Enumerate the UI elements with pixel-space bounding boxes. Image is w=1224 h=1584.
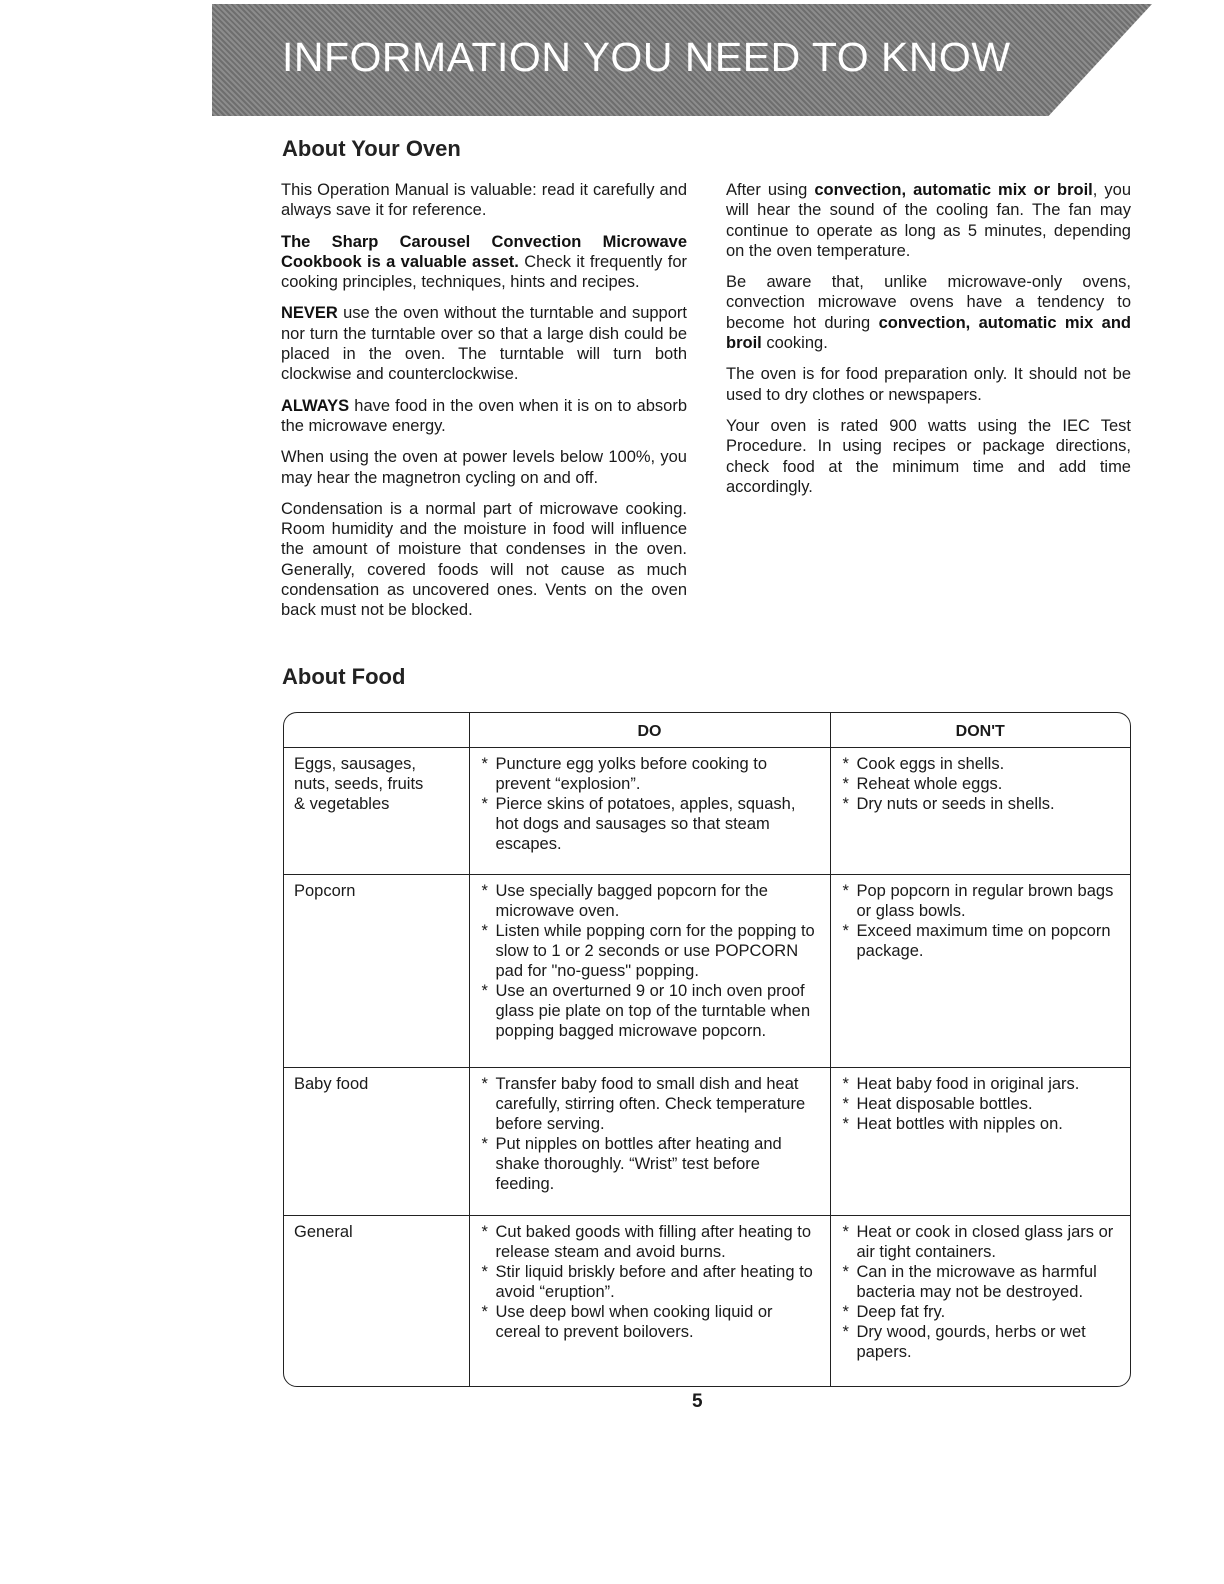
dont-item: * Heat bottles with nipples on. [841,1114,1123,1134]
text: cooking. [761,334,828,353]
text: After using [726,181,815,199]
bold-text: NEVER [281,304,338,323]
page-number: 5 [692,1391,703,1412]
bold-text: convection, automatic mix or broil [814,181,1093,199]
text: Check it frequently for cooking principles, techniques, hints and recipes. [281,252,687,292]
do-item: * Puncture egg yolks before cooking to prevent “explosion”. [480,754,822,794]
dont-item: * Reheat whole eggs. [841,774,1123,794]
paragraph [281,396,687,437]
do-item: * Transfer baby food to small dish and heat carefully, stirring often. Check temperature before serving. [480,1074,822,1134]
food-category: Baby food [294,1074,369,1093]
page-title: INFORMATION YOU NEED TO KNOW [282,34,1011,80]
do-item: * Cut baked goods with filling after heating to release steam and avoid burns. [480,1222,822,1262]
do-cell [469,748,830,875]
dont-cell [830,748,1130,875]
about-oven-right-column [726,180,1131,508]
dont-item: * Can in the microwave as harmful bacteria may not be destroyed. [841,1262,1123,1302]
text: have food in the oven when it is on to absorb the microwave energy. [281,396,687,435]
do-item: * Put nipples on bottles after heating and shake thoroughly. “Wrist” test before feeding. [480,1134,822,1194]
paragraph [726,180,1131,261]
do-cell [469,1067,830,1216]
food-category: Popcorn [294,881,356,900]
dont-item: * Cook eggs in shells. [841,754,1123,774]
do-item: * Listen while popping corn for the popping to slow to 1 or 2 seconds or use POPCORN pad for "no-guess" popping. [480,921,822,981]
text: Be aware that, unlike microwave-only ovens, convection microwave ovens have a tendency to become hot during [726,273,1131,332]
bold-text: convection, automatic mix and broil [726,313,1131,353]
bold-text: The Sharp Carousel Convection Microwave Cookbook is a valuable asset. [281,232,687,271]
food-table [283,712,1131,1387]
table-header-do: DO [469,713,830,748]
paragraph [281,232,687,293]
food-category: General [294,1223,353,1242]
paragraph: This Operation Manual is valuable: read it carefully and always save it for reference. [281,181,687,220]
do-item: * Use an overturned 9 or 10 inch oven proof glass pie plate on top of the turntable when popping bagged microwave popcorn. [480,981,822,1041]
do-item: * Pierce skins of potatoes, apples, squash, hot dogs and sausages so that steam escapes. [480,794,822,854]
dont-cell [830,874,1130,1067]
paragraph [281,303,687,384]
table-header-category [284,713,469,748]
text: , you will hear the sound of the cooling fan. The fan may continue to operate as long as 5 minutes, depending on the oven temperature. [726,181,1131,260]
do-item: * Use deep bowl when cooking liquid or cereal to prevent boilovers. [480,1302,822,1342]
paragraph: The oven is for food preparation only. It should not be used to dry clothes or newspapers. [726,365,1131,404]
dont-item: * Heat baby food in original jars. [841,1074,1123,1094]
paragraph [726,272,1131,353]
table-row [284,1216,1130,1386]
dont-cell [830,1067,1130,1216]
do-item: * Use specially bagged popcorn for the microwave oven. [480,881,822,921]
table-row [284,748,1130,875]
about-oven-heading: About Your Oven [282,136,461,161]
do-item: * Stir liquid briskly before and after heating to avoid “eruption”. [480,1262,822,1302]
about-oven-left-column [281,180,687,632]
paragraph: Your oven is rated 900 watts using the IEC Test Procedure. In using recipes or package directions, check food at the minimum time and add time accordingly. [726,416,1131,496]
do-cell [469,874,830,1067]
dont-item: * Heat or cook in closed glass jars or air tight containers. [841,1222,1123,1262]
dont-cell [830,1216,1130,1386]
table-row [284,1067,1130,1216]
about-food-heading: About Food [282,664,406,689]
dont-item: * Pop popcorn in regular brown bags or glass bowls. [841,881,1123,921]
dont-item: * Dry wood, gourds, herbs or wet papers. [841,1322,1123,1362]
dont-item: * Exceed maximum time on popcorn package. [841,921,1123,961]
dont-item: * Heat disposable bottles. [841,1094,1123,1114]
table-row [284,874,1130,1067]
dont-item: * Dry nuts or seeds in shells. [841,794,1123,814]
food-category: Eggs, sausages, nuts, seeds, fruits & vegetables [294,755,424,813]
dont-item: * Deep fat fry. [841,1302,1123,1322]
bold-text: ALWAYS [281,396,350,415]
paragraph: When using the oven at power levels below 100%, you may hear the magnetron cycling on and off. [281,448,687,487]
text: use the oven without the turntable and support nor turn the turntable over so that a large dish could be placed in the oven. The turntable will turn both clockwise and counterclockwise. [281,304,687,384]
do-cell [469,1216,830,1386]
table-header-dont: DON'T [830,713,1130,748]
paragraph: Condensation is a normal part of microwave cooking. Room humidity and the moisture in food will influence the amount of moisture that condenses in the oven. Generally, covered foods will not cause as much condensation as uncovered ones. Vents on the oven back must not be blocked. [281,499,687,620]
